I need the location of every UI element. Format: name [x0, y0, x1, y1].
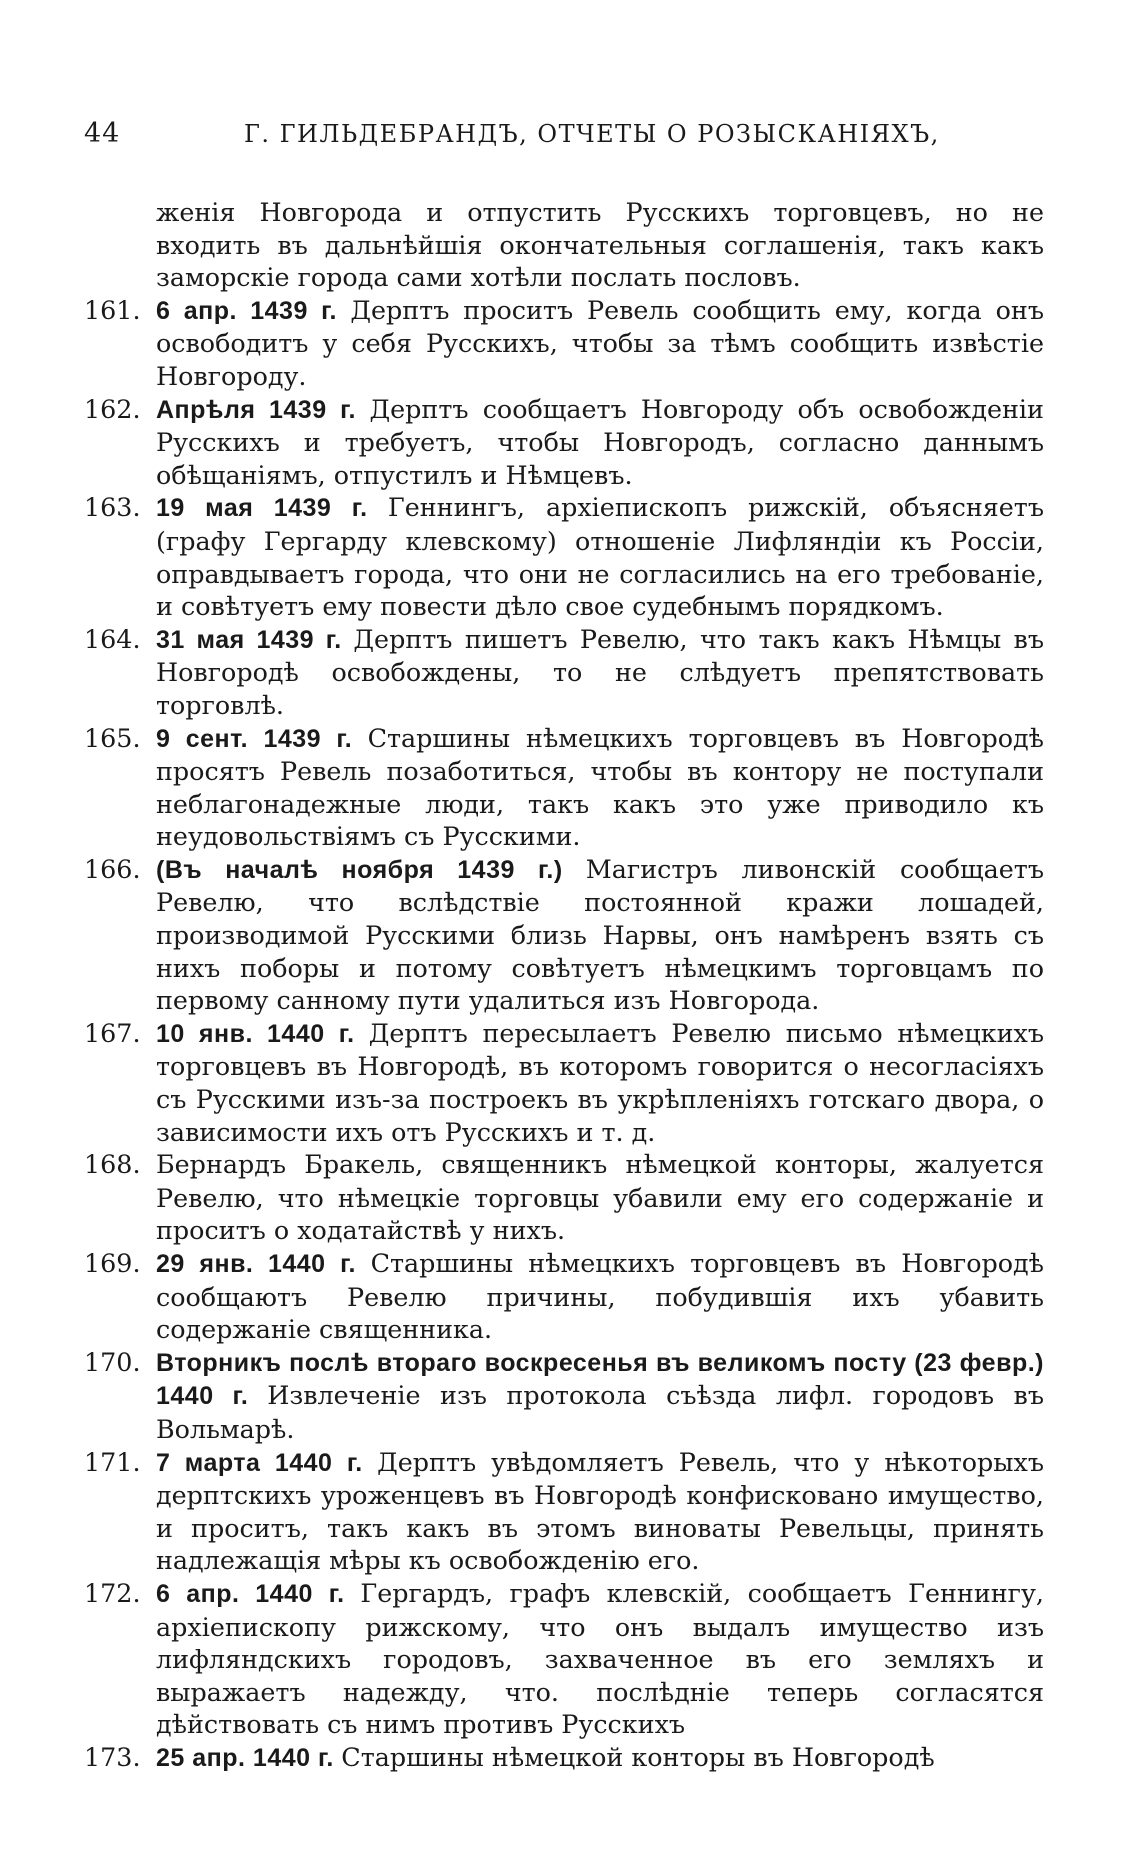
entry-date: 25 апр. 1440 г. — [156, 1743, 342, 1772]
entry — [84, 1017, 1044, 1148]
entry-date: 31 мая 1439 г. — [156, 625, 354, 654]
entry — [84, 853, 1044, 1017]
page-header — [84, 118, 1024, 158]
entry — [84, 1247, 1044, 1346]
entry — [84, 1577, 1044, 1741]
entry-text: Магистръ ливонскій сообщаетъ Ревелю, что вслѣдствіе постоянной кражи лошадей, производимой Русскими близь Нарвы, онъ намѣренъ взять съ нихъ поборы и потому совѣтуетъ нѣмецкимъ торговцамъ по первому санному пути удалиться изъ Новгорода. — [156, 853, 1044, 1016]
running-title: Г. ГИЛЬДЕБРАНДЪ, ОТЧЕТЫ О РОЗЫСКАНІЯХЪ, — [244, 120, 940, 148]
entry-number: 172. — [84, 1577, 141, 1608]
entry-date: 7 марта 1440 г. — [156, 1448, 378, 1477]
entry-number: 162. — [84, 393, 141, 424]
entry-number: 169. — [84, 1248, 141, 1278]
entry — [84, 491, 1044, 622]
entry-date: Вторникъ послѣ втораго воскресенья въ великомъ посту (23 февр.) 1440 г. — [156, 1348, 1044, 1411]
entry — [84, 722, 1044, 853]
entry-text: Старшины нѣмецкихъ торговцевъ въ Новгородѣ сообщаютъ Ревелю причины, побудившія ихъ убавить содержаніе священника. — [156, 1248, 1044, 1345]
entry-date: 29 янв. 1440 г. — [156, 1250, 371, 1278]
entry — [84, 294, 1044, 393]
entry-number: 168. — [84, 1149, 141, 1180]
entry-text: Геннингъ, архіепископъ рижскій, объясняетъ (графу Гергарду клевскому) отношеніе Лифляндіи къ Россіи, оправдываетъ города, что они не согласились на его требованіе, и совѣтуетъ ему повести дѣло свое судебнымъ порядкомъ. — [156, 492, 1044, 622]
entry-list — [84, 294, 1044, 1775]
entry-number: 166. — [84, 853, 141, 884]
entry-text: Извлеченіе изъ протокола съѣзда лифл. городовъ въ Вольмарѣ. — [156, 1380, 1044, 1444]
entry-date: 6 апр. 1439 г. — [156, 296, 351, 325]
entry-number: 170. — [84, 1346, 141, 1377]
entry-text: Дерптъ сообщаетъ Новгороду объ освобожденіи Русскихъ и требуетъ, чтобы Новгородъ, согласно даннымъ обѣщаніямъ, отпустилъ и Нѣмцевъ. — [156, 393, 1044, 490]
entry-number: 165. — [84, 722, 141, 753]
entry-text: Дерптъ увѣдомляетъ Ревель, что у нѣкоторыхъ дерптскихъ уроженцевъ въ Новгородѣ конфисковано имущество, и проситъ, такъ какъ въ этомъ виноваты Ревельцы, принять надлежащія мѣры къ освобожденію его. — [156, 1446, 1044, 1576]
entry — [84, 1741, 1044, 1775]
entry-text: Старшины нѣмецкихъ торговцевъ въ Новгородѣ просятъ Ревель позаботиться, чтобы въ контору не поступали неблагонадежные люди, такъ какъ это уже приводило къ неудовольствіямъ съ Русскими. — [156, 722, 1044, 852]
entry-number: 167. — [84, 1017, 141, 1048]
entry-number: 163. — [84, 492, 141, 523]
entry-text: Старшины нѣмецкой конторы въ Новгородѣ — [341, 1741, 935, 1772]
entry-text: Дерптъ пишетъ Ревелю, что такъ какъ Нѣмцы въ Новгородѣ освобождены, то не слѣдуетъ препятствовать торговлѣ. — [156, 623, 1044, 720]
entry-date: Апрѣля 1439 г. — [156, 395, 370, 424]
entry-date: 10 янв. 1440 г. — [156, 1019, 369, 1048]
body-text — [84, 196, 1044, 1775]
entry-text: Гергардъ, графъ клевскій, сообщаетъ Геннингу, архіепископу рижскому, что онъ выдалъ имущество изъ лифляндскихъ городовъ, захваченное въ его земляхъ и выражаетъ надежду, что. послѣдніе теперь согласятся дѣйствовать съ нимъ противъ Русскихъ — [156, 1577, 1044, 1740]
entry — [84, 623, 1044, 722]
entry — [84, 393, 1044, 492]
page-number: 44 — [84, 118, 121, 149]
entry — [84, 1446, 1044, 1577]
continuation-paragraph: женія Новгорода и отпустить Русскихъ торговцевъ, но не входить въ дальнѣйшія окончательныя соглашенія, такъ какъ заморскіе города сами хотѣли послать пословъ. — [156, 197, 1044, 293]
entry-date: 19 мая 1439 г. — [156, 494, 388, 523]
entry-date: 6 апр. 1440 г. — [156, 1579, 361, 1608]
entry-number: 164. — [84, 623, 141, 654]
entry-date: 9 сент. 1439 г. — [156, 724, 368, 753]
entry-text: Дерптъ пересылаетъ Ревелю письмо нѣмецкихъ торговцевъ въ Новгородѣ, въ которомъ говорится о несогласіяхъ съ Русскими изъ-за построекъ въ укрѣпленіяхъ готскаго двора, о зависимости ихъ отъ Русскихъ и т. д. — [156, 1017, 1044, 1147]
entry-number: 173. — [84, 1741, 141, 1772]
entry — [84, 1346, 1044, 1446]
entry-text: Дерптъ проситъ Ревель сообщить ему, когда онъ освободитъ у себя Русскихъ, чтобы за тѣмъ сообщить извѣстіе Новгороду. — [156, 294, 1044, 391]
entry-number: 171. — [84, 1446, 141, 1477]
entry — [84, 1148, 1044, 1247]
entry-date: (Въ началѣ ноября 1439 г.) — [156, 855, 586, 884]
entry-number: 161. — [84, 294, 141, 325]
entry-text: Бернардъ Бракель, священникъ нѣмецкой конторы, жалуется Ревелю, что нѣмецкіе торговцы убавили ему его содержаніе и проситъ о ходатайствѣ у нихъ. — [156, 1149, 1044, 1246]
